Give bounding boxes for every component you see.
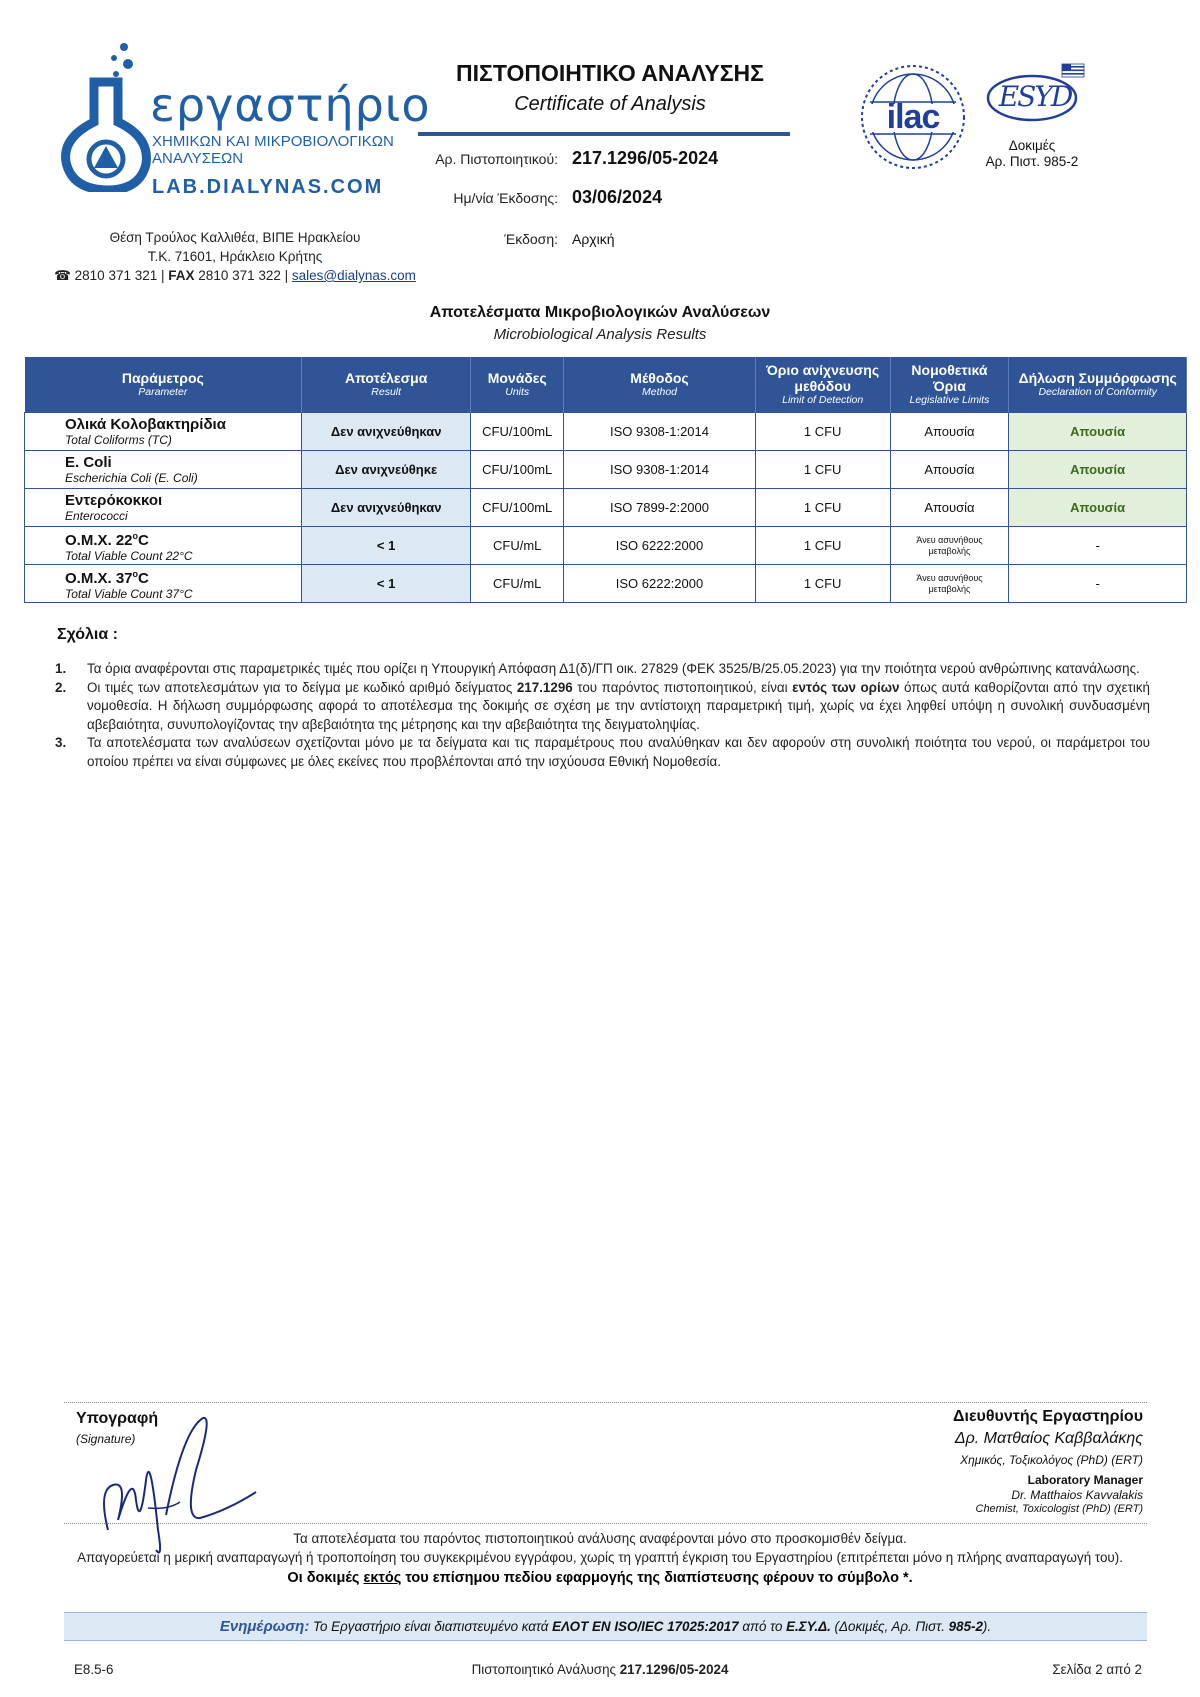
footer-center: Πιστοποιητικό Ανάλυσης 217.1296/05-2024 xyxy=(471,1662,729,1677)
document-code: E8.5-6 xyxy=(74,1662,114,1677)
section-title: Αποτελέσματα Μικροβιολογικών Αναλύσεων xyxy=(429,304,771,321)
comments-title: Σχόλια : xyxy=(57,626,118,643)
legal-limit-cell: Απουσία xyxy=(890,451,1009,489)
col-header-parameter: Παράμετρος Parameter xyxy=(25,357,302,413)
lab-address: Θέση Τρούλος Καλλιθέα, ΒΙΠΕ Ηρακλείου Τ.Κ. 71601, Ηράκλειο Κρήτης ☎ 2810 371 321 | FAX 2810 371 322 | sales@dialynas.com xyxy=(54,230,416,283)
lod-cell: 1 CFU xyxy=(755,527,890,565)
disclaimer-line-1: Τα αποτελέσματα του παρόντος πιστοποιητικού ανάλυσης αναφέρονται μόνο στο προσκομισθέν δείγμα. xyxy=(293,1531,907,1546)
page-subtitle: Certificate of Analysis xyxy=(514,93,706,115)
manager-title: Διευθυντής Εργαστηρίου xyxy=(953,1408,1143,1425)
table-header-row xyxy=(25,357,1187,413)
email-link[interactable]: sales@dialynas.com xyxy=(291,268,416,283)
lab-logo xyxy=(58,42,158,192)
accreditation-update: Ενημέρωση: Το Εργαστήριο είναι διαπιστευμένο κατά ΕΛΟΤ ΕΝ ISO/IEC 17025:2017 από το Ε.ΣΥ.Δ. (Δοκιμές, Αρ. Πιστ. 985-2). xyxy=(64,1612,1147,1641)
cert-number: 217.1296/05-2024 xyxy=(572,148,719,168)
edition: Αρχική xyxy=(572,231,615,247)
list-item: 3. Τα αποτελέσματα των αναλύσεων σχετίζονται μόνο με τα δείγματα και τις παραμέτρους που αναλύθηκαν και δεν αφορούν στη συνολική ποιότητα του νερού, οι παράμετροι του οποίου πρέπει να είναι σύμφωνες με όλες εκείνες που προβλέπονται από την ισχύουσα Εθνική Νομοθεσία. xyxy=(55,735,1150,769)
units-cell: CFU/100mL xyxy=(471,451,564,489)
list-item: 1. Τα όρια αναφέρονται στις παραμετρικές τιμές που ορίζει η Υπουργική Απόφαση Δ1(δ)/ΓΠ οικ. 27829 (ΦΕΚ 3525/Β/25.05.2023) για την ποιότητα νερού ανθρώπινης κατανάλωσης. xyxy=(55,661,1140,676)
col-header-method: Μέθοδος Method xyxy=(564,357,756,413)
param-cell: Ο.Μ.Χ. $22^oC$ Total Viable Count 22°C xyxy=(25,527,302,565)
section-subtitle: Microbiological Analysis Results xyxy=(493,326,707,343)
edition-row: Έκδοση: Αρχική xyxy=(504,231,615,247)
legal-limit-cell: Απουσία xyxy=(890,413,1009,451)
units-cell: CFU/mL xyxy=(471,527,564,565)
results-table xyxy=(24,357,1187,603)
lod-cell: 1 CFU xyxy=(755,565,890,603)
method-cell: ISO 6222:2000 xyxy=(564,565,756,603)
phone-icon: ☎ xyxy=(54,268,71,283)
disclaimer-line-2: Απαγορεύεται η μερική αναπαραγωγή ή τροποποίηση του συγκεκριμένου εγγράφου, χωρίς τη γραπτή έγκριση του Εργαστηρίου (επιτρέπεται μόνο η πλήρης αναπαραγωγή του). xyxy=(77,1550,1123,1565)
result-cell: < 1 xyxy=(302,527,471,565)
param-cell: E. Coli Escherichia Coli (E. Coli) xyxy=(25,451,302,489)
signature-label-en: (Signature) xyxy=(76,1432,136,1446)
result-cell: Δεν ανιχνεύθηκαν xyxy=(302,413,471,451)
esyd-logo: ESYD Δοκιμές Αρ. Πιστ. 985-2 xyxy=(982,62,1092,172)
units-cell: CFU/mL xyxy=(471,565,564,603)
flask-logo-icon xyxy=(58,42,158,192)
result-cell: Δεν ανιχνεύθηκε xyxy=(302,451,471,489)
table-row xyxy=(25,413,1187,451)
param-cell: Ο.Μ.Χ. $37^oC$ Total Viable Count 37°C xyxy=(25,565,302,603)
signature-label: Υπογραφή xyxy=(76,1410,159,1427)
conformity-cell: Απουσία xyxy=(1009,413,1187,451)
lod-cell: 1 CFU xyxy=(755,413,890,451)
conformity-cell: Απουσία xyxy=(1009,489,1187,527)
table-row xyxy=(25,527,1187,565)
fax: 2810 371 322 xyxy=(198,268,281,283)
col-header-legal-limits: Νομοθετικά Όρια Legislative Limits xyxy=(890,357,1009,413)
param-cell: Ολικά Κολοβακτηρίδια Total Coliforms (TC) xyxy=(25,413,302,451)
conformity-cell: - xyxy=(1009,527,1187,565)
issue-date: 03/06/2024 xyxy=(572,187,663,207)
col-header-lod: Όριο ανίχνευσης μεθόδου Limit of Detection xyxy=(755,357,890,413)
table-row xyxy=(25,565,1187,603)
units-cell: CFU/100mL xyxy=(471,489,564,527)
table-row xyxy=(25,451,1187,489)
units-cell: CFU/100mL xyxy=(471,413,564,451)
col-header-conformity: Δήλωση Συμμόρφωσης Declaration of Conformity xyxy=(1009,357,1187,413)
legal-limit-cell: Άνευ ασυνήθους μεταβολής xyxy=(890,565,1009,603)
page-title: ΠΙΣΤΟΠΟΙΗΤΙΚΟ ΑΝΑΛΥΣΗΣ xyxy=(456,60,764,86)
lab-subtitle: ΧΗΜΙΚΩΝ ΚΑΙ ΜΙΚΡΟΒΙΟΛΟΓΙΚΩΝ ΑΝΑΛΥΣΕΩΝ xyxy=(152,133,394,167)
manager-role: Χημικός, Τοξικολόγος (PhD) (ERT) xyxy=(960,1453,1143,1467)
title-divider xyxy=(418,132,790,136)
lab-name: εργαστήριο xyxy=(150,78,431,132)
method-cell: ISO 6222:2000 xyxy=(564,527,756,565)
result-cell: < 1 xyxy=(302,565,471,603)
method-cell: ISO 7899-2:2000 xyxy=(564,489,756,527)
manager-name-en: Dr. Matthaios Kavvalakis xyxy=(1011,1488,1143,1502)
legal-limit-cell: Άνευ ασυνήθους μεταβολής xyxy=(890,527,1009,565)
conformity-cell: Απουσία xyxy=(1009,451,1187,489)
method-cell: ISO 9308-1:2014 xyxy=(564,413,756,451)
list-item: 2. Οι τιμές των αποτελεσμάτων για το δείγμα με κωδικό αριθμό δείγματος 217.1296 του παρόντος πιστοποιητικού, είναι εντός των ορίων όπως αυτά καθορίζονται από την σχετική νομοθεσία. Η δήλωση συμμόρφωσης αφορά το αποτέλεσμα της δοκιμής σε σχέση με την αντίστοιχη παραμετρική τιμή, χωρίς να έχει ληφθεί υπόψη η συνολική συνδυασμένη αβεβαιότητα, συνυπολογίζοντας την αβεβαιότητα της μέτρησης και την αβεβαιότητα της δειγματοληψίας. xyxy=(55,679,1150,732)
lod-cell: 1 CFU xyxy=(755,489,890,527)
lab-url: LAB.DIALYNAS.COM xyxy=(152,176,384,198)
manager-name: Δρ. Ματθαίος Καββαλάκης xyxy=(954,1430,1143,1447)
col-header-result: Αποτέλεσμα Result xyxy=(302,357,471,413)
method-cell: ISO 9308-1:2014 xyxy=(564,451,756,489)
page-number: Σελίδα 2 από 2 xyxy=(1052,1662,1142,1677)
issue-date-row: Ημ/νία Έκδοσης: 03/06/2024 xyxy=(453,187,663,207)
ilac-logo: ilac xyxy=(858,62,968,172)
comments-list xyxy=(55,660,1150,771)
result-cell: Δεν ανιχνεύθηκαν xyxy=(302,489,471,527)
cert-number-row: Αρ. Πιστοποιητικού: 217.1296/05-2024 xyxy=(435,148,719,168)
lod-cell: 1 CFU xyxy=(755,451,890,489)
legal-limit-cell: Απουσία xyxy=(890,489,1009,527)
manager-title-en: Laboratory Manager xyxy=(1027,1473,1143,1487)
manager-role-en: Chemist, Toxicologist (PhD) (ERT) xyxy=(975,1503,1143,1515)
table-row xyxy=(25,489,1187,527)
col-header-units: Μονάδες Units xyxy=(471,357,564,413)
param-cell: Εντερόκοκκοι Enterococci xyxy=(25,489,302,527)
conformity-cell: - xyxy=(1009,565,1187,603)
disclaimer-line-3: Οι δοκιμές εκτός του επίσημου πεδίου εφαρμογής της διαπίστευσης φέρουν το σύμβολο *. xyxy=(287,1570,913,1586)
phone: 2810 371 321 xyxy=(74,268,158,283)
